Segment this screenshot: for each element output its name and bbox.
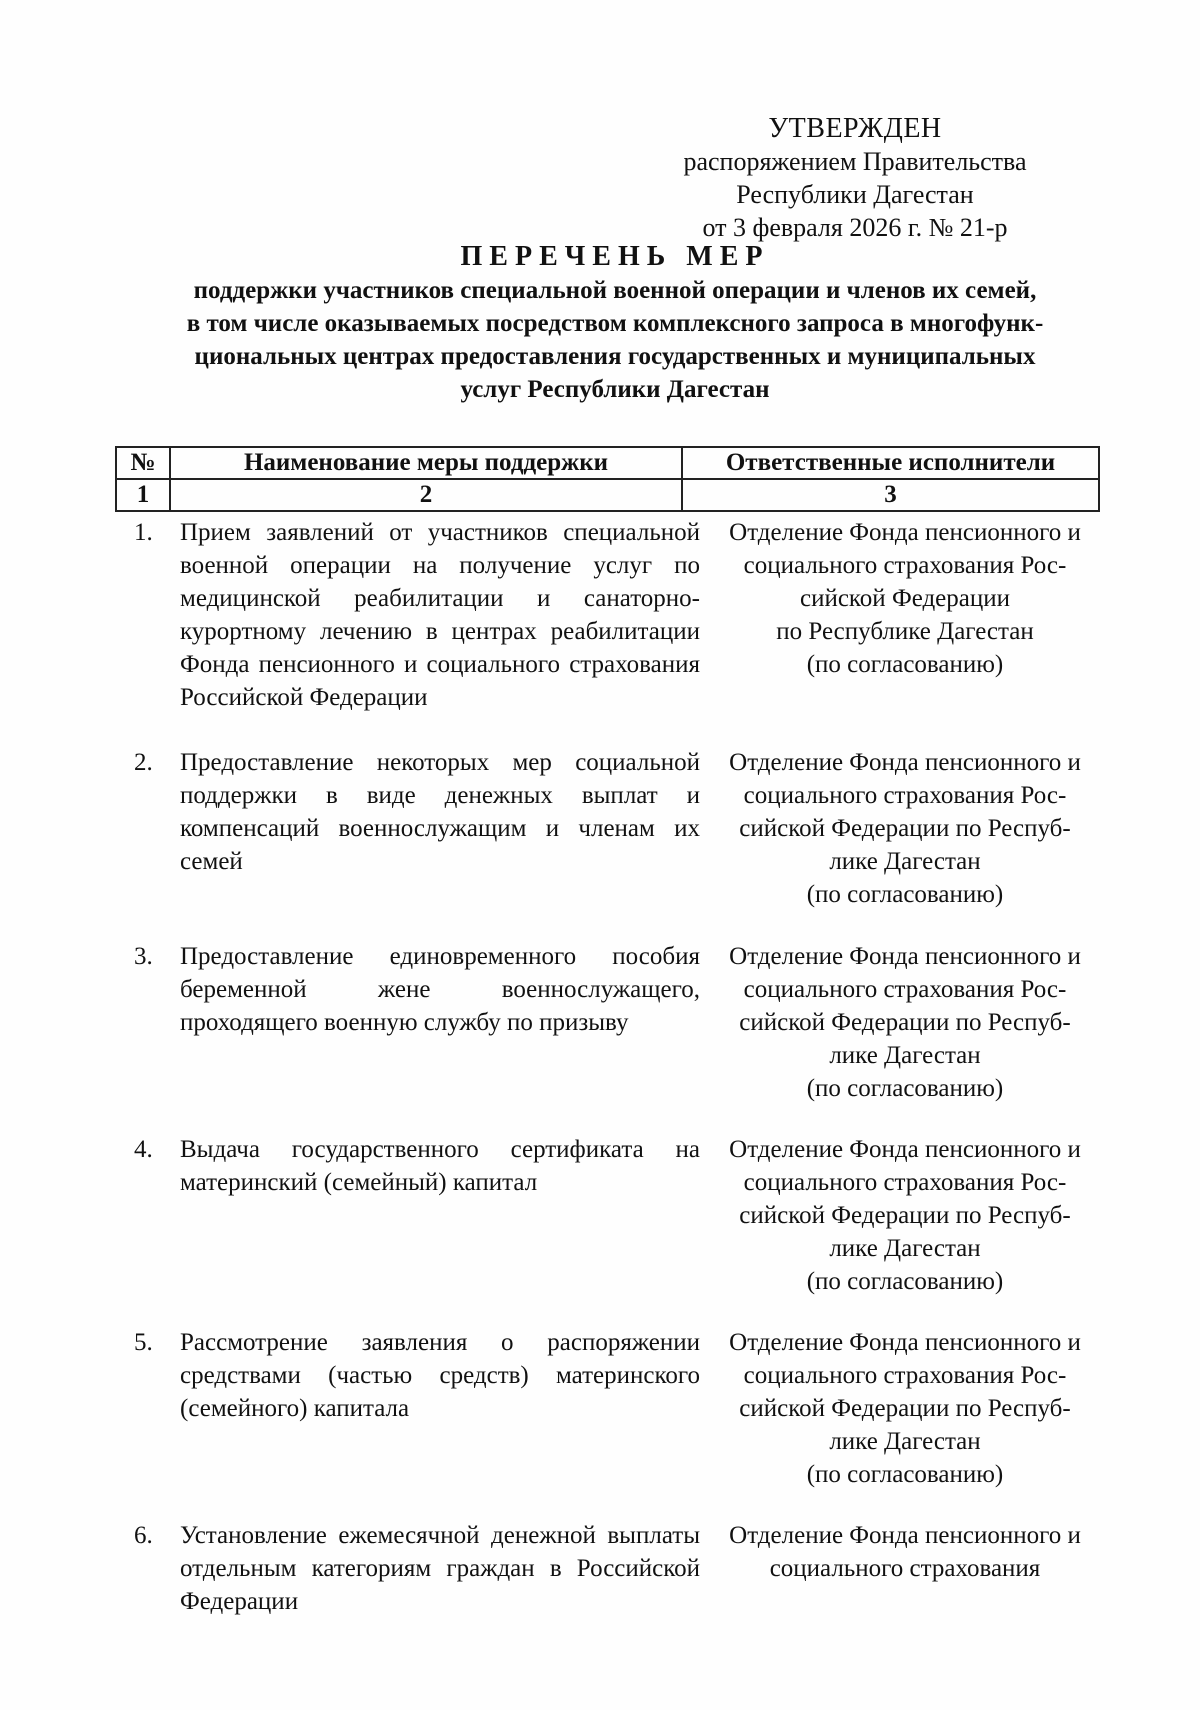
item-description: Рассмотрение заявления о распоряжении средствами (частью средств) материнского (семейного) капитала	[180, 1329, 700, 1422]
list-item	[120, 1326, 1110, 1519]
approval-date: от 3 февраля 2026 г. № 21-р	[702, 213, 1008, 242]
table-header	[115, 446, 1100, 512]
item-description: Установление ежемесячной денежной выплаты отдельным категориям граждан в Российской Федерации	[180, 1522, 700, 1615]
item-responsible: Отделение Фонда пенсионного и социального страхования Рос- сийской Федерации по Респуб- лике Дагестан (по согласованию)	[729, 1329, 1081, 1488]
item-number: 5.	[134, 1329, 153, 1356]
item-number: 2.	[134, 749, 153, 776]
index-cell: 2	[170, 479, 682, 511]
item-description: Выдача государственного сертификата на материнский (семейный) капитал	[180, 1136, 700, 1196]
item-number: 6.	[134, 1522, 153, 1549]
item-number: 1.	[134, 519, 153, 546]
item-responsible: Отделение Фонда пенсионного и социального страхования	[729, 1522, 1081, 1582]
approval-line: распоряжением Правительства	[683, 147, 1027, 176]
subtitle-line: циональных центрах предоставления государственных и муниципальных	[194, 343, 1036, 370]
document-heading	[120, 240, 1110, 406]
item-responsible: Отделение Фонда пенсионного и социального страхования Рос- сийской Федерации по Республике Дагестан (по согласованию)	[729, 519, 1081, 678]
approval-title: УТВЕРЖДЕН	[768, 113, 942, 144]
item-responsible: Отделение Фонда пенсионного и социального страхования Рос- сийской Федерации по Респуб- лике Дагестан (по согласованию)	[729, 749, 1081, 908]
item-number: 4.	[134, 1136, 153, 1163]
item-responsible: Отделение Фонда пенсионного и социального страхования Рос- сийской Федерации по Респуб- лике Дагестан (по согласованию)	[729, 943, 1081, 1102]
item-description: Прием заявлений от участников специальной военной операции на получение услуг по медицинской реабилитации и санаторно-курортному лечению в центрах реабилитации Фонда пенсионного и социального страхования Российской Федерации	[180, 519, 700, 711]
item-description: Предоставление некоторых мер социальной поддержки в виде денежных выплат и компенсаций военнослужащим и членам их семей	[180, 749, 700, 875]
item-responsible: Отделение Фонда пенсионного и социального страхования Рос- сийской Федерации по Респуб- лике Дагестан (по согласованию)	[729, 1136, 1081, 1295]
item-description: Предоставление единовременного пособия беременной жене военнослужащего, проходящего военную службу по призыву	[180, 943, 700, 1036]
approval-line: Республики Дагестан	[736, 180, 974, 209]
measures-list	[120, 516, 1110, 1629]
list-item	[120, 746, 1110, 940]
index-cell: 3	[682, 479, 1099, 511]
subtitle-line: поддержки участников специальной военной операции и членов их семей,	[193, 277, 1037, 304]
approval-block	[640, 112, 1070, 244]
list-item	[120, 1519, 1110, 1629]
header-name: Наименование меры поддержки	[170, 447, 682, 479]
subtitle-line: в том числе оказываемых посредством комплексного запроса в многофунк-	[186, 310, 1044, 337]
list-item	[120, 1133, 1110, 1326]
list-item	[120, 516, 1110, 746]
index-cell: 1	[116, 479, 170, 511]
subtitle-line: услуг Республики Дагестан	[460, 376, 770, 403]
list-item	[120, 940, 1110, 1133]
document-subtitle	[120, 274, 1110, 406]
header-responsible: Ответственные исполнители	[682, 447, 1099, 479]
header-num: №	[116, 447, 170, 479]
item-number: 3.	[134, 943, 153, 970]
document-title: ПЕРЕЧЕНЬ МЕР	[460, 241, 770, 272]
